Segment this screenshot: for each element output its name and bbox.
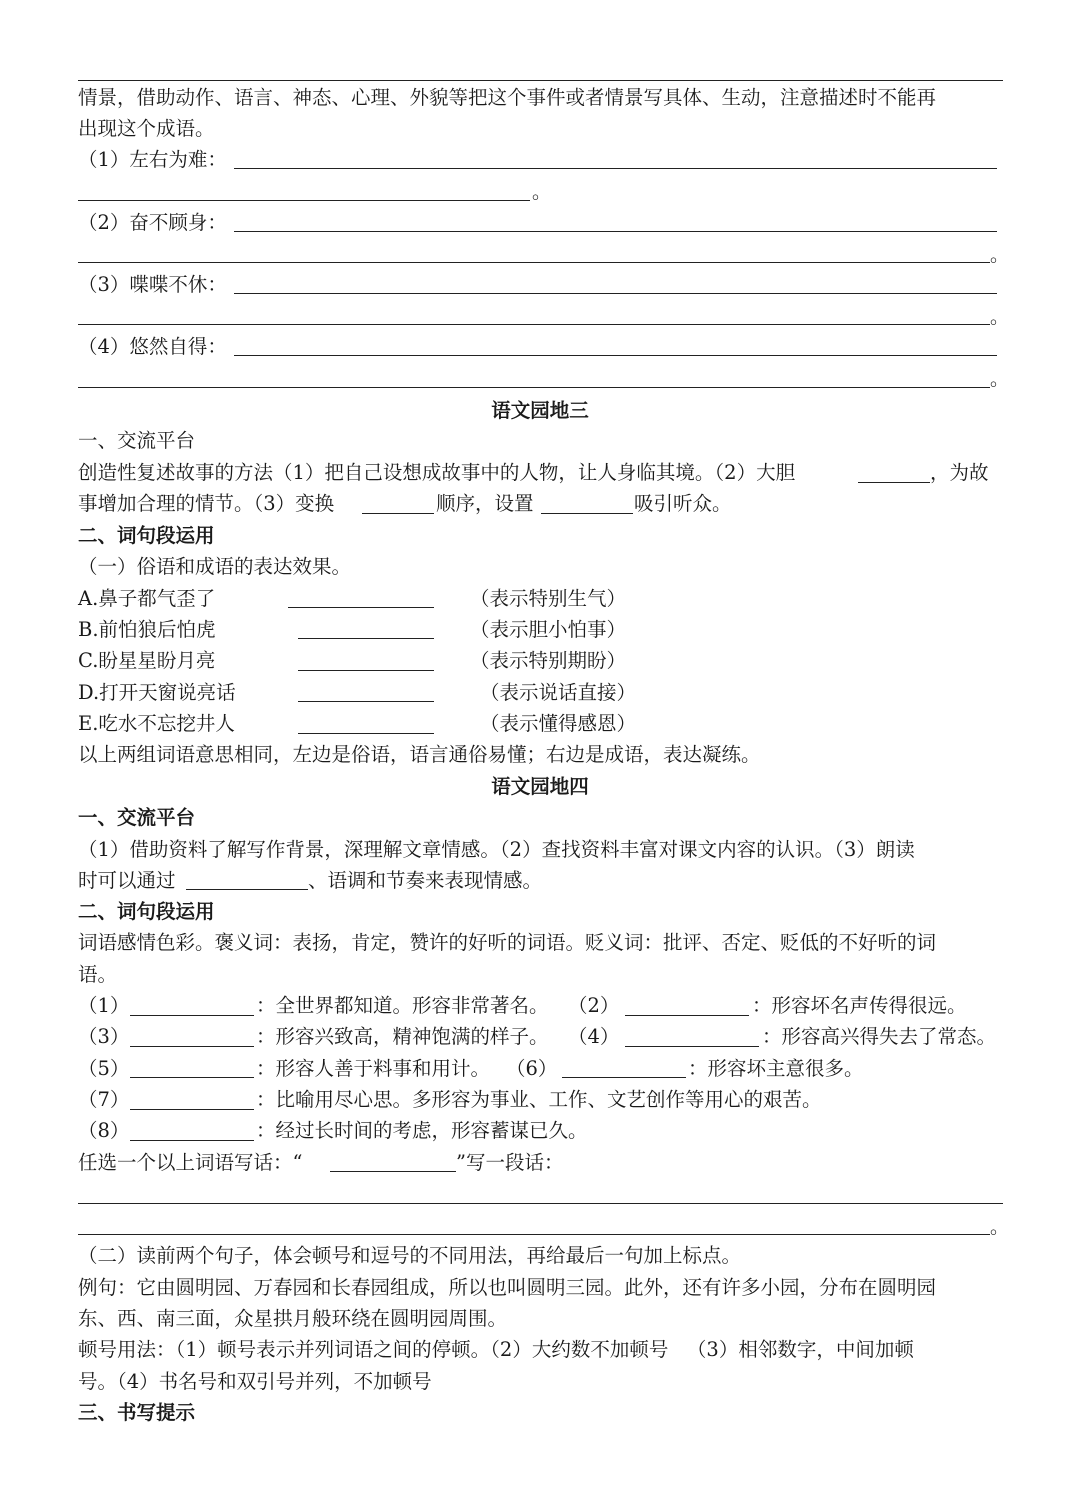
blank-2[interactable] xyxy=(362,513,434,514)
question-num: （7） xyxy=(78,1088,130,1111)
answer-line[interactable] xyxy=(78,324,990,325)
idiom-label-1: （1）左右为难： xyxy=(78,148,227,171)
question-text: ：形容坏主意很多。 xyxy=(688,1057,864,1080)
blank-q8[interactable] xyxy=(130,1140,254,1141)
blank-4[interactable] xyxy=(186,889,308,890)
question-num: （4） xyxy=(568,1025,620,1048)
answer-line[interactable] xyxy=(78,387,990,388)
usage-line-2: 号。（4）书名号和双引号并列，不加顿号 xyxy=(78,1370,432,1393)
end-mark: 。 xyxy=(990,306,1010,328)
section3-text: 事增加合理的情节。（3）变换 xyxy=(78,492,335,515)
idiom-row-left: A.鼻子都气歪了 xyxy=(78,587,216,610)
question-text: ：形容坏名声传得很远。 xyxy=(752,994,967,1017)
idiom-row-left: D.打开天窗说亮话 xyxy=(78,681,236,704)
section4-sub-2: （二）读前两个句子，体会顿号和逗号的不同用法，再给最后一句加上标点。 xyxy=(78,1244,742,1267)
blank-row[interactable] xyxy=(288,607,434,608)
idiom-label-4: （4）悠然自得： xyxy=(78,335,227,358)
answer-line[interactable] xyxy=(234,355,997,356)
section4-heading-1: 一、交流平台 xyxy=(78,806,196,829)
blank-row[interactable] xyxy=(298,670,434,671)
blank-q7[interactable] xyxy=(130,1109,254,1110)
answer-line[interactable] xyxy=(78,1203,1003,1204)
section4-text: 词语感情色彩。褒义词：表扬，肯定，赞许的好听的词语。贬义词：批评、否定、贬低的不好听的词 xyxy=(78,931,937,954)
section3-text: 吸引听众。 xyxy=(634,492,732,515)
section3-summary: 以上两组词语意思相同，左边是俗语，语言通俗易懂；右边是成语，表达凝练。 xyxy=(78,743,761,766)
question-num: （1） xyxy=(78,994,130,1017)
end-mark: 。 xyxy=(532,181,552,203)
blank-1[interactable] xyxy=(858,482,930,483)
section4-heading-2: 二、词句段运用 xyxy=(78,900,215,923)
blank-q5[interactable] xyxy=(130,1077,254,1078)
blank-row[interactable] xyxy=(298,638,434,639)
answer-line[interactable] xyxy=(234,168,997,169)
intro-line-2: 出现这个成语。 xyxy=(78,117,215,140)
blank-row[interactable] xyxy=(298,701,434,702)
question-text: ：全世界都知道。形容非常著名。 xyxy=(256,994,549,1017)
section4-text: 时可以通过 xyxy=(78,869,176,892)
question-num: （6） xyxy=(506,1057,558,1080)
blank-choose[interactable] xyxy=(330,1171,456,1172)
idiom-label-2: （2）奋不顾身： xyxy=(78,211,227,234)
idiom-row-right: （表示特别期盼） xyxy=(470,649,627,672)
idiom-row-right: （表示特别生气） xyxy=(470,587,627,610)
question-num: （5） xyxy=(78,1057,130,1080)
choose-prompt-end: ”写一段话： xyxy=(456,1151,564,1174)
blank-q6[interactable] xyxy=(562,1077,686,1078)
section3-sub: （一）俗语和成语的表达效果。 xyxy=(78,555,352,578)
end-mark: 。 xyxy=(990,244,1010,266)
idiom-label-3: （3）喋喋不休： xyxy=(78,273,227,296)
answer-line[interactable] xyxy=(78,262,990,263)
answer-line[interactable] xyxy=(234,293,997,294)
section3-text: 顺序，设置 xyxy=(436,492,534,515)
answer-line[interactable] xyxy=(78,1234,990,1235)
example-line-1: 例句：它由圆明园、万春园和长春园组成，所以也叫圆明三园。此外，还有许多小园，分布在圆明园 xyxy=(78,1276,937,1299)
question-text: ：形容高兴得失去了常态。 xyxy=(762,1025,997,1048)
answer-line[interactable] xyxy=(78,200,530,201)
section4-heading-3: 三、书写提示 xyxy=(78,1401,196,1424)
blank-row[interactable] xyxy=(298,733,434,734)
question-num: （3） xyxy=(78,1025,130,1048)
section3-text: ，为故 xyxy=(930,461,989,484)
section4-text: 、语调和节奏来表现情感。 xyxy=(308,869,543,892)
intro-line-1: 情景，借助动作、语言、神态、心理、外貌等把这个事件或者情景写具体、生动，注意描述时不能再 xyxy=(78,86,937,109)
section4-text: 语。 xyxy=(78,963,118,986)
example-line-2: 东、西、南三面，众星拱月般环绕在圆明园周围。 xyxy=(78,1307,508,1330)
section-title-4: 语文园地四 xyxy=(491,775,589,798)
idiom-row-right: （表示说话直接） xyxy=(480,681,637,704)
idiom-row-left: E.吃水不忘挖井人 xyxy=(78,712,235,735)
question-text: ：形容人善于料事和用计。 xyxy=(256,1057,491,1080)
idiom-row-right: （表示懂得感恩） xyxy=(480,712,637,735)
question-text: ：经过长时间的考虑，形容蓄谋已久。 xyxy=(256,1119,588,1142)
blank-3[interactable] xyxy=(541,513,633,514)
section4-text: （1）借助资料了解写作背景，深理解文章情感。（2）查找资料丰富对课文内容的认识。（3）朗读 xyxy=(78,838,915,861)
blank-q1[interactable] xyxy=(130,1015,254,1016)
answer-line[interactable] xyxy=(234,231,997,232)
blank-q3[interactable] xyxy=(130,1046,254,1047)
idiom-row-left: C.盼星星盼月亮 xyxy=(78,649,216,672)
question-text: ：比喻用尽心思。多形容为事业、工作、文艺创作等用心的艰苦。 xyxy=(256,1088,822,1111)
blank-q2[interactable] xyxy=(625,1015,749,1016)
usage-line-1: 顿号用法：（1）顿号表示并列词语之间的停顿。（2）大约数不加顿号 （3）相邻数字，中间加顿 xyxy=(78,1338,914,1361)
end-mark: 。 xyxy=(990,368,1010,390)
choose-prompt: 任选一个以上词语写话：“ xyxy=(78,1151,303,1174)
idiom-row-right: （表示胆小怕事） xyxy=(470,618,627,641)
idiom-row-left: B.前怕狼后怕虎 xyxy=(78,618,216,641)
top-rule xyxy=(78,80,1003,81)
section3-heading-2: 二、词句段运用 xyxy=(78,524,215,547)
end-mark: 。 xyxy=(990,1216,1010,1238)
question-num: （8） xyxy=(78,1119,130,1142)
blank-q4[interactable] xyxy=(625,1046,759,1047)
question-num: （2） xyxy=(568,994,620,1017)
section3-heading-1: 一、交流平台 xyxy=(78,429,196,452)
section-title-3: 语文园地三 xyxy=(491,399,589,422)
section3-text: 创造性复述故事的方法（1）把自己设想成故事中的人物，让人身临其境。（2）大胆 xyxy=(78,461,796,484)
question-text: ：形容兴致高，精神饱满的样子。 xyxy=(256,1025,549,1048)
